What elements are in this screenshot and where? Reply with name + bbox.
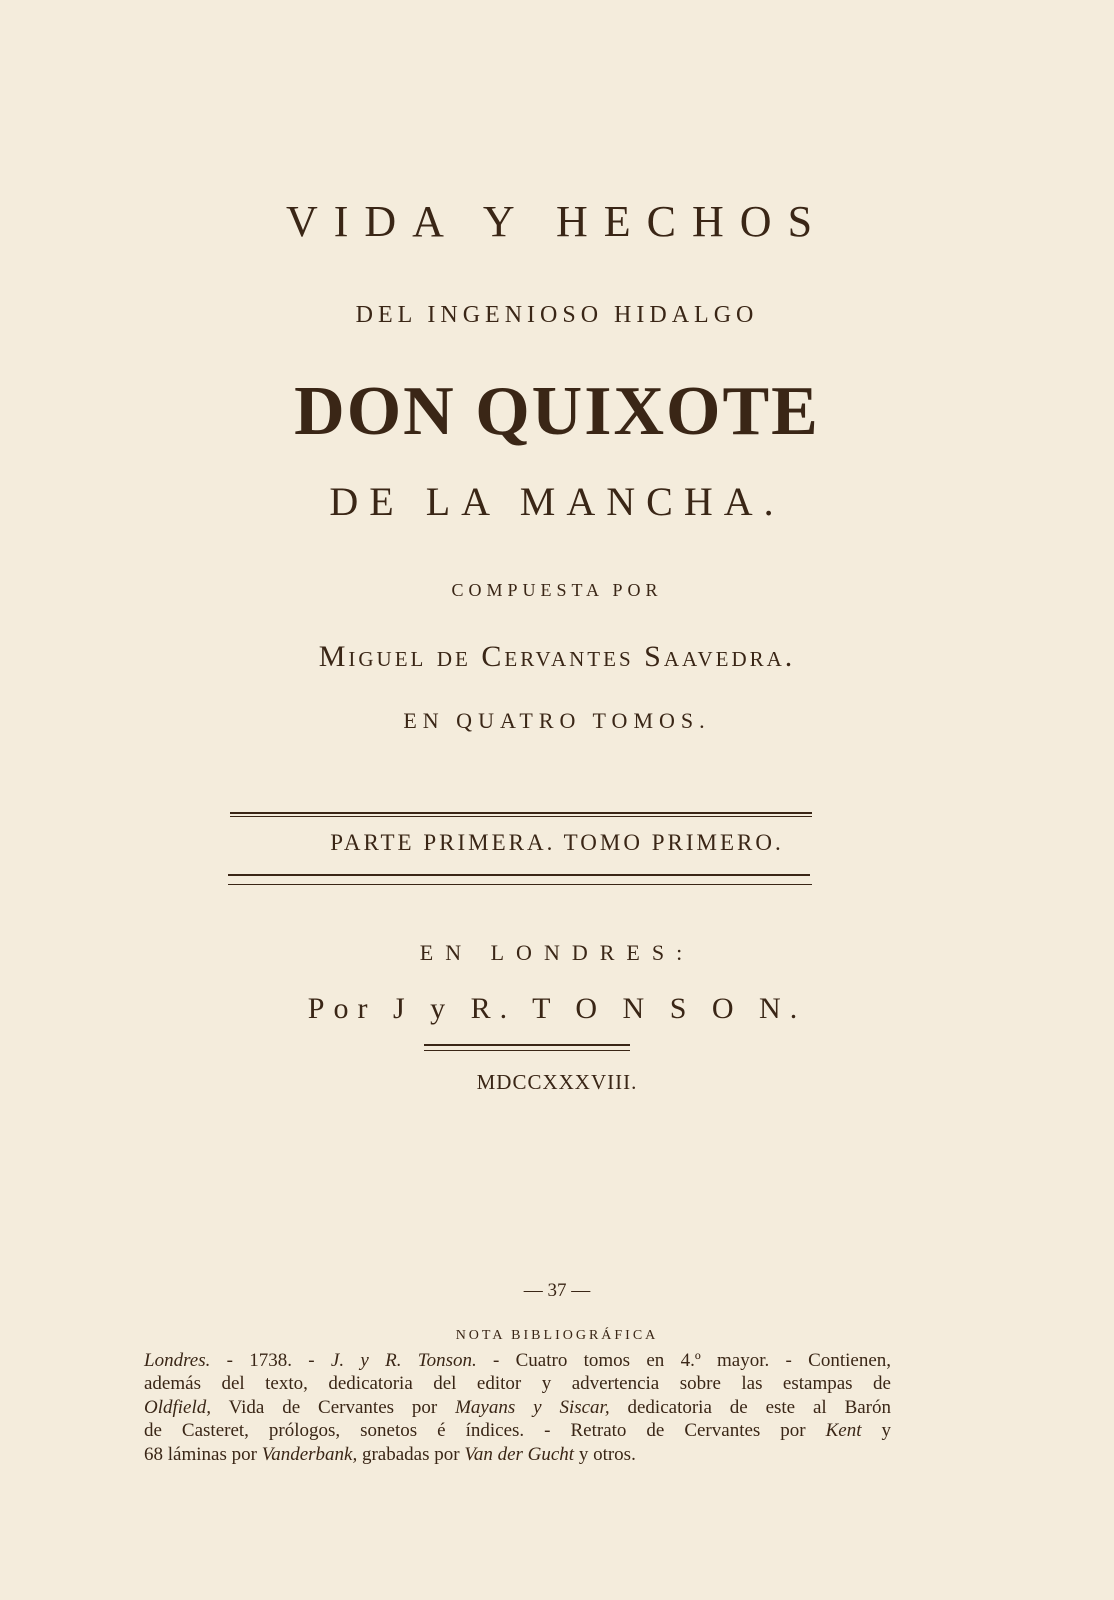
part-and-volume: PARTE PRIMERA. TOMO PRIMERO. [330,830,784,855]
note-text-run: además del texto, dedicatoria del editor y advertencia sobre las estampas de [144,1373,891,1395]
note-text-run: y [861,1420,892,1442]
bibliographic-note [144,1349,891,1466]
note-text-run: y otros. [574,1443,636,1465]
rule-bottom [228,874,810,876]
note-italic-run: Londres. [144,1350,211,1371]
note-heading: NOTA BIBLIOGRÁFICA [455,1328,659,1343]
note-text-run: - Cuatro tomos en 4.º mayor. - Contienen, [476,1350,891,1371]
note-italic-run: Vanderbank, [261,1443,358,1465]
note-italic-run: Mayans y Siscar, [455,1396,610,1418]
note-italic-run: Kent [825,1420,862,1442]
note-line [144,1396,891,1419]
imprint-year: MDCCXXXVIII. [476,1070,638,1094]
note-text-run: 68 láminas por [144,1443,262,1465]
note-text-run: - 1738. - [210,1350,331,1371]
note-line [144,1443,891,1466]
main-title: DON QUIXOTE [294,373,820,450]
imprint-place: EN LONDRES: [419,940,695,965]
author: Miguel de Cervantes Saavedra. [318,640,796,673]
note-line [144,1349,891,1372]
rule-bottom-thin [228,884,812,885]
note-text-run: Vida de Cervantes por [211,1396,456,1418]
title-line-2: DEL INGENIOSO HIDALGO [355,302,759,328]
note-text-run: dedicatoria de este al Barón [609,1396,892,1418]
imprint-printer: Por J y R. T O N S O N. [307,992,807,1025]
title-line-4: DE LA MANCHA. [329,479,785,524]
rule-top-thin [230,816,812,817]
rule-imprint-thin [424,1050,630,1051]
page-number: — 37 — [523,1280,591,1301]
note-italic-run: J. y R. Tonson. [330,1350,477,1371]
note-line [144,1419,891,1442]
note-italic-run: Oldfield, [144,1396,212,1418]
rule-top [230,812,812,814]
composed-by: COMPUESTA POR [451,580,663,600]
title-line-1: VIDA Y HECHOS [285,197,829,246]
note-text-run: grabadas por [357,1443,465,1465]
rule-imprint [424,1044,630,1046]
note-italic-run: Van der Gucht [464,1443,575,1465]
volume-count: EN QUATRO TOMOS. [403,708,711,733]
note-text-run: de Casteret, prólogos, sonetos é índices. - Retrato de Cervantes por [144,1420,826,1442]
note-line [144,1372,891,1395]
